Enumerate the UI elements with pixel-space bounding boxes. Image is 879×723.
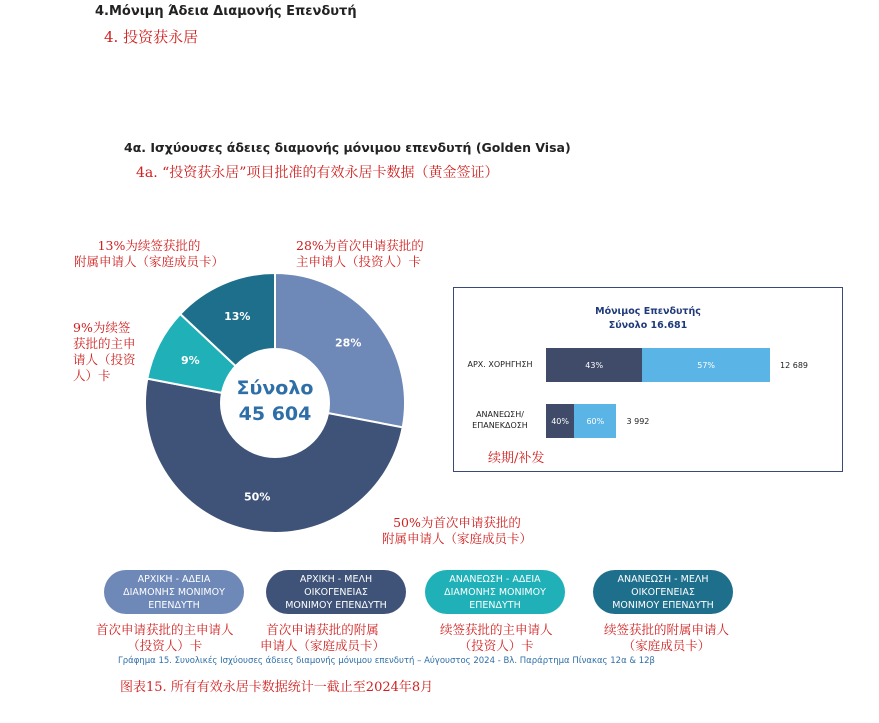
bar-segment-0-1: 57%: [642, 348, 770, 382]
annotation-13pct: 13%为续签获批的 附属申请人（家庭成员卡）: [74, 238, 225, 269]
donut-center-value: 45 604: [238, 403, 312, 425]
page-title: 4.Μόνιμη Άδεια Διαμονής Επενδυτή: [95, 4, 357, 19]
bar-row-label-0: ΑΡΧ. ΧΟΡΗΓΗΣΗ: [467, 360, 533, 369]
bar-chart-subtitle: Σύνολο 16.681: [608, 320, 688, 331]
legend-pill-cn-3: 续签获批的附属申请人 （家庭成员卡）: [604, 622, 730, 653]
legend-pill-cn-1: 首次申请获批的附属 申请人（家庭成员卡）: [260, 622, 386, 653]
bar-segment-1-0: 40%: [546, 404, 574, 438]
bar-total-1: 3 992: [626, 417, 650, 426]
donut-slice-label-3: 13%: [224, 309, 251, 323]
donut-center-label: Σύνολο: [236, 377, 314, 399]
annotation-9pct: 9%为续签 获批的主申 请人（投资 人）卡: [73, 320, 136, 383]
bar-total-0: 12 689: [780, 361, 808, 370]
bar-row-label-1: ΑΝΑΝΕΩΣΗ/ ΕΠΑΝΕΚΔΟΣΗ: [472, 410, 528, 430]
legend-pill-2: [425, 570, 565, 614]
bar-chart-title: Μόνιμος Επενδυτής: [595, 306, 701, 317]
legend-male: Άρρεν: [674, 455, 702, 465]
bar-segment-0-0: 43%: [546, 348, 642, 382]
figure-caption: Γράφημα 15. Συνολικές Ισχύουσες άδειες διαμονής μόνιμου επενδυτή – Αύγουστος 2024 - Βλ. Παράρτημα Πίνακας 12α & 12β: [118, 656, 655, 666]
legend-pill-cn-0: 首次申请获批的主申请人 （投资人）卡: [96, 622, 234, 653]
donut-slice-label-0: 28%: [335, 336, 362, 350]
legend-pill-0: [104, 570, 244, 614]
legend-female: Θήλυ: [618, 455, 642, 465]
legend-pill-label-1: ΑΡΧΙΚΗ - ΜΕΛΗ ΟΙΚΟΓΕΝΕΙΑΣ ΜΟΝΙΜΟΥ ΕΠΕΝΔΥΤΗ: [285, 573, 387, 611]
figure-caption-cn: 图表15. 所有有效永居卡数据统计一截止至2024年8月: [120, 680, 434, 695]
section-title: 4α. Ισχύουσες άδειες διαμονής μόνιμου επενδυτή (Golden Visa): [124, 140, 571, 155]
annotation-28pct: 28%为首次申请获批的 主申请人（投资人）卡: [296, 238, 424, 269]
bar-segment-1-1: 60%: [574, 404, 616, 438]
legend-pill-cn-2: 续签获批的主申请人 （投资人）卡: [440, 622, 553, 653]
donut-slice-label-1: 50%: [244, 490, 271, 504]
donut-slice-label-2: 9%: [181, 353, 200, 367]
annotation-50pct: 50%为首次申请获批的 附属申请人（家庭成员卡）: [382, 515, 533, 546]
section-title-cn: 4a. “投资获永居”项目批准的有效永居卡数据（黄金签证）: [136, 165, 499, 181]
legend-pill-label-3: ΑΝΑΝΕΩΣΗ - ΜΕΛΗ ΟΙΚΟΓΕΝΕΙΑΣ ΜΟΝΙΜΟΥ ΕΠΕΝΔΥΤΗ: [612, 573, 714, 611]
bar-note-cn: 续期/补发: [488, 451, 545, 466]
page-title-cn: 4. 投资获永居: [104, 28, 199, 46]
legend-pill-3: [593, 570, 733, 614]
donut-chart: [140, 268, 410, 538]
legend-pill-label-2: ΑΝΑΝΕΩΣΗ - ΑΔΕΙΑ ΔΙΑΜΟΝΗΣ ΜΟΝΙΜΟΥ ΕΠΕΝΔΥΤΗ: [444, 573, 546, 611]
legend-pill-label-0: ΑΡΧΙΚΗ - ΑΔΕΙΑ ΔΙΑΜΟΝΗΣ ΜΟΝΙΜΟΥ ΕΠΕΝΔΥΤΗ: [123, 573, 225, 611]
bar-chart-box: [453, 287, 843, 472]
legend-pill-1: [266, 570, 406, 614]
